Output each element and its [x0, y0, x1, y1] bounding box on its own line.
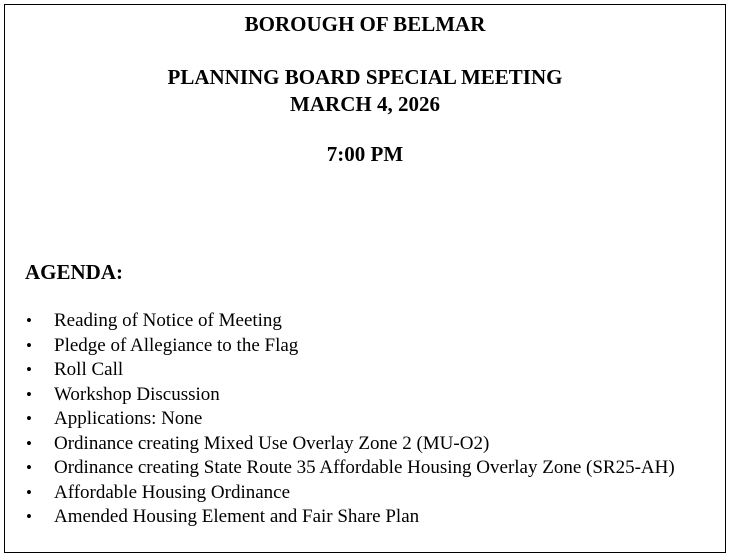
agenda-item	[5, 456, 725, 481]
agenda-item-text: Workshop Discussion	[54, 383, 220, 405]
organization-name: BOROUGH OF BELMAR	[244, 12, 486, 36]
agenda-item	[5, 334, 725, 359]
agenda-item	[5, 407, 725, 432]
agenda-item-text: Reading of Notice of Meeting	[54, 310, 282, 331]
agenda-item	[5, 383, 725, 408]
bullet-icon: •	[26, 507, 32, 526]
agenda-item	[5, 309, 725, 334]
meeting-date: MARCH 4, 2026	[290, 92, 440, 116]
agenda-item-text: Affordable Housing Ordinance	[54, 481, 291, 503]
agenda-item-text: Pledge of Allegiance to the Flag	[54, 334, 299, 356]
agenda-item-text: Ordinance creating Mixed Use Overlay Zone 2 (MU-O2)	[54, 432, 490, 454]
agenda-item-text: Roll Call	[54, 359, 124, 380]
bullet-icon: •	[26, 433, 32, 453]
meeting-title: PLANNING BOARD SPECIAL MEETING	[167, 65, 563, 89]
bullet-icon: •	[26, 458, 32, 477]
agenda-item	[5, 481, 725, 506]
agenda-item-text: Applications: None	[54, 408, 203, 429]
bullet-icon: •	[26, 335, 32, 355]
agenda-list	[5, 309, 725, 530]
agenda-label: AGENDA:	[25, 260, 123, 284]
bullet-icon: •	[26, 360, 32, 379]
agenda-item	[5, 358, 725, 383]
document-frame	[4, 4, 726, 553]
bullet-icon: •	[26, 482, 32, 502]
bullet-icon: •	[26, 311, 32, 330]
bullet-icon: •	[26, 384, 32, 404]
agenda-item-text: Ordinance creating State Route 35 Affordable Housing Overlay Zone (SR25-AH)	[54, 457, 675, 478]
meeting-time: 7:00 PM	[326, 142, 404, 166]
agenda-item-text: Amended Housing Element and Fair Share Plan	[54, 506, 420, 527]
bullet-icon: •	[26, 409, 32, 428]
agenda-item	[5, 505, 725, 530]
agenda-item	[5, 432, 725, 457]
